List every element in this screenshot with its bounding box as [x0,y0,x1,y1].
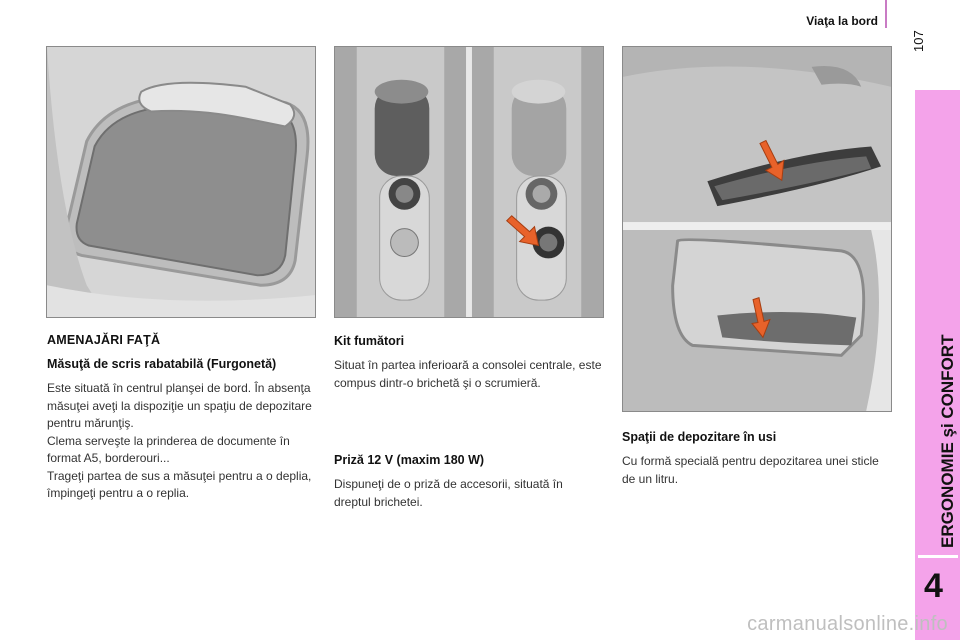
socket-12v-heading: Priză 12 V (maxim 180 W) [334,453,485,467]
running-header: Viaţa la bord [806,14,878,28]
writing-table-paragraph-1: Este situată în centrul planşei de bord. În absenţa măsuţei aveţi la dispoziţie un spaţiu de depozitare pentru mărunţiş. [47,381,312,430]
chapter-number: 4 [924,567,943,605]
smoker-kit-photo [334,46,604,318]
smoker-kit-heading: Kit fumători [334,334,405,348]
page-number: 107 [911,30,926,52]
socket-12v-paragraph: Dispuneţi de o priză de accesorii, situată în dreptul brichetei. [334,477,563,509]
watermark: carmanualsonline.info [747,613,948,635]
door-storage-heading: Spaţii de depozitare în usi [622,430,777,444]
writing-table-photo [46,46,316,318]
chapter-tab-label: ERGONOMIE şi CONFORT [938,334,957,548]
header-accent-line [885,0,887,28]
chapter-tab-divider [918,555,958,558]
smoker-kit-paragraph: Situat în partea inferioară a consolei centrale, este compus dintr-o brichetă şi o scrumieră. [334,358,602,390]
writing-table-heading: Măsuţă de scris rabatabilă (Furgonetă) [47,357,277,371]
writing-table-paragraph-3: Trageţi partea de sus a măsuţei pentru a o deplia, împingeţi pentru a o replia. [47,468,312,500]
door-storage-paragraph: Cu formă specială pentru depozitarea unei sticle de un litru. [622,454,879,486]
column-door-storage [622,430,892,488]
door-storage-photo [622,46,892,412]
column-12v-socket [334,453,602,511]
column-smoker-kit [334,334,602,392]
writing-table-paragraph-2: Clema serveşte la prinderea de documente în format A5, borderouri... [47,433,290,465]
section-heading-front-fittings: AMENAJĂRI FAŢĂ [47,333,161,347]
column-writing-table [47,333,319,503]
